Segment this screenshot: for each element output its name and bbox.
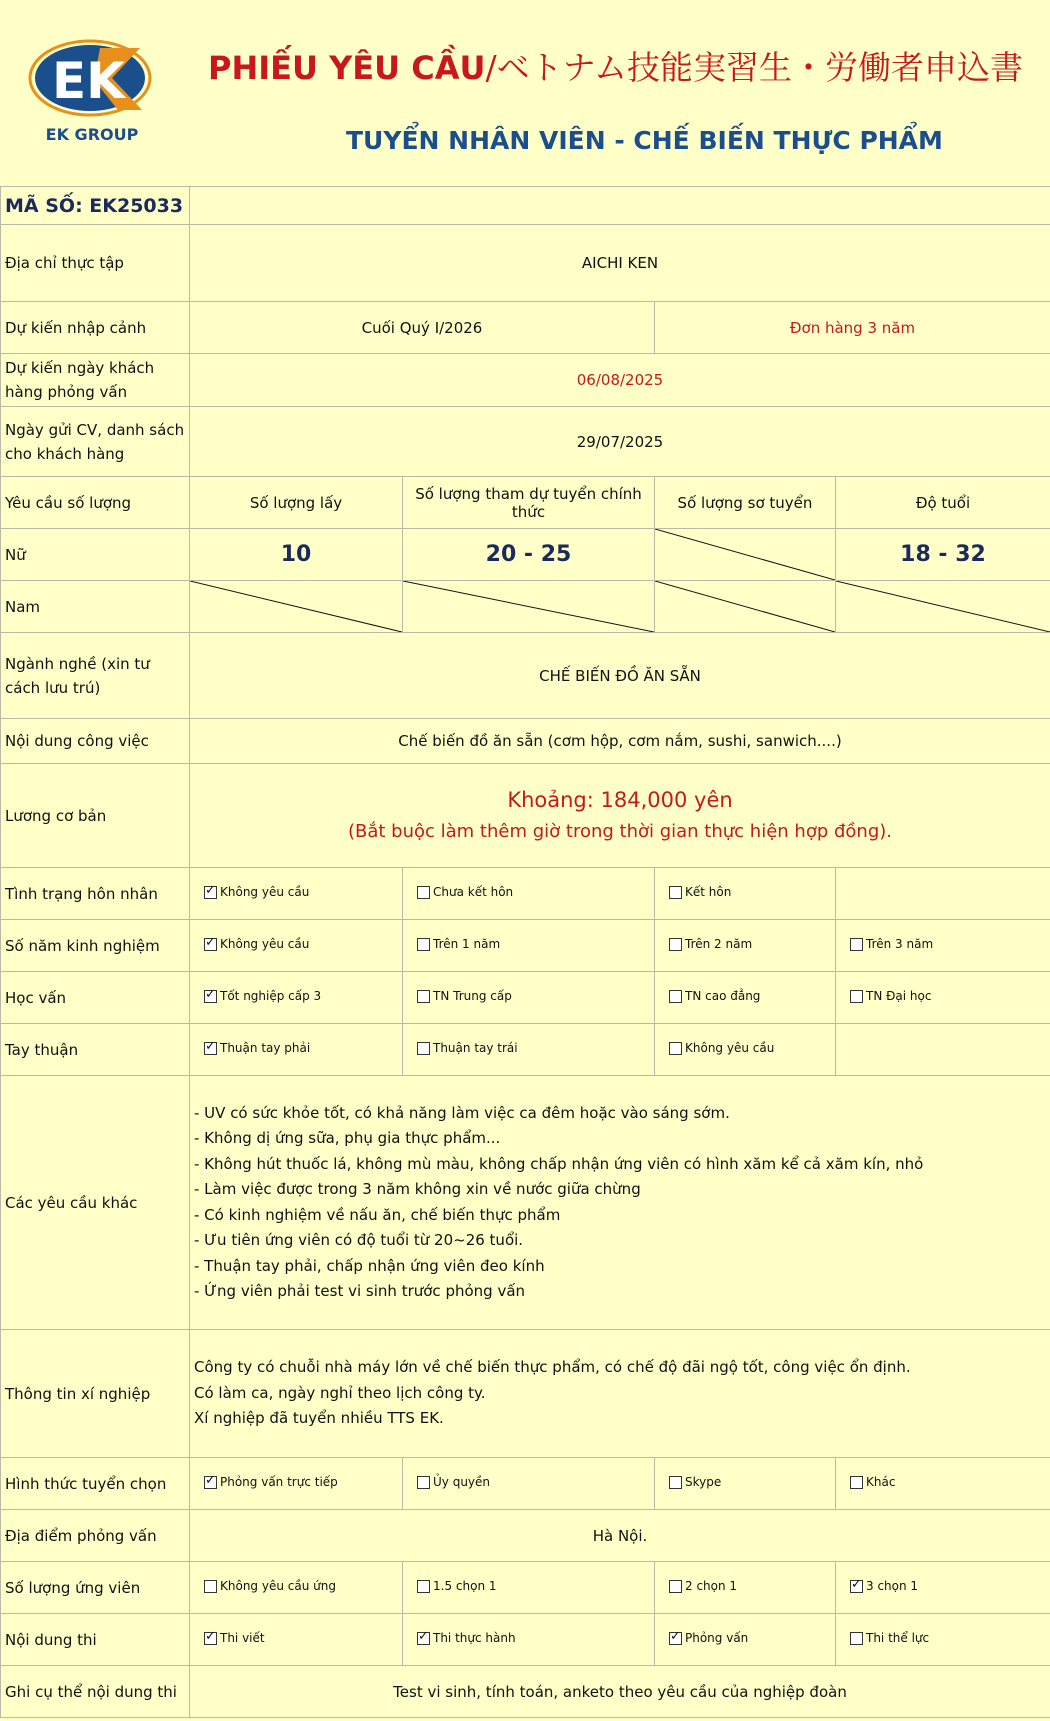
checkbox-icon[interactable] (204, 938, 217, 951)
checkbox-icon[interactable] (669, 1632, 682, 1645)
experience-label: Số năm kinh nghiệm (1, 920, 190, 972)
checkbox-label: 1.5 chọn 1 (433, 1579, 497, 1593)
entry-value: Cuối Quý I/2026 (190, 302, 655, 354)
checkbox-icon[interactable] (204, 886, 217, 899)
exam-note-value: Test vi sinh, tính toán, anketo theo yêu cầu của nghiệp đoàn (190, 1666, 1050, 1718)
checkbox-icon[interactable] (669, 886, 682, 899)
salary-value: Khoảng: 184,000 yên (507, 787, 733, 812)
empty-cell (836, 1024, 1050, 1076)
logo-text: EK GROUP (45, 125, 139, 144)
female-participants: 20 - 25 (403, 529, 655, 581)
hand-label: Tay thuận (1, 1024, 190, 1076)
quantity-header: Số lượng lấy (190, 477, 403, 529)
entry-label: Dự kiến nhập cảnh (1, 302, 190, 354)
education-label: Học vấn (1, 972, 190, 1024)
company-info-cell (190, 1330, 1050, 1458)
exam-label: Nội dung thi (1, 1614, 190, 1666)
marital-row (1, 868, 1050, 920)
checkbox-label: Thi viết (220, 1631, 265, 1645)
checkbox-label: Skype (685, 1475, 722, 1489)
candidates-label: Số lượng ứng viên (1, 1562, 190, 1614)
selection-label: Hình thức tuyển chọn (1, 1458, 190, 1510)
female-quantity: 10 (190, 529, 403, 581)
form-title-bold: PHIẾU YÊU CẦU (208, 49, 486, 87)
checkbox-label: Kết hôn (685, 885, 732, 899)
interview-date-value: 06/08/2025 (190, 354, 1050, 407)
checkbox-icon[interactable] (850, 990, 863, 1003)
checkbox-icon[interactable] (669, 1476, 682, 1489)
checkbox-option[interactable] (417, 989, 512, 1003)
checkbox-icon[interactable] (669, 990, 682, 1003)
checkbox-label: Thuận tay phải (220, 1041, 311, 1055)
list-item: Có làm ca, ngày nghỉ theo lịch công ty. (194, 1383, 486, 1402)
checkbox-option[interactable] (417, 885, 513, 899)
checkbox-option[interactable] (669, 1041, 774, 1055)
checkbox-icon[interactable] (417, 886, 430, 899)
other-requirements-label: Các yêu cầu khác (1, 1076, 190, 1330)
checkbox-option[interactable] (850, 1631, 929, 1645)
checkbox-label: Thuận tay trái (433, 1041, 518, 1055)
checkbox-icon[interactable] (850, 938, 863, 951)
industry-label: Ngành nghề (xin tư cách lưu trú) (1, 633, 190, 719)
checkbox-label: 3 chọn 1 (866, 1579, 919, 1593)
checkbox-option[interactable] (417, 1579, 497, 1593)
request-table (0, 186, 1050, 1718)
logo-letters: EK (52, 52, 125, 110)
checkbox-option[interactable] (850, 1475, 895, 1489)
female-label: Nữ (1, 529, 190, 581)
salary-cell (190, 764, 1050, 868)
checkbox-icon[interactable] (417, 1476, 430, 1489)
checkbox-label: Không yêu cầu ứng (220, 1579, 336, 1593)
checkbox-icon[interactable] (417, 1580, 430, 1593)
checkbox-icon[interactable] (850, 1632, 863, 1645)
selection-row (1, 1458, 1050, 1510)
checkbox-option[interactable] (850, 937, 933, 951)
form-title (208, 42, 1023, 89)
checkbox-label: Không yêu cầu (220, 937, 310, 951)
address-label: Địa chỉ thực tập (1, 225, 190, 302)
interview-date-label: Dự kiến ngày khách hàng phỏng vấn (1, 354, 190, 407)
checkbox-label: Phỏng vấn (685, 1631, 749, 1645)
checkbox-label: Phỏng vấn trực tiếp (220, 1475, 338, 1489)
checkbox-icon[interactable] (669, 1042, 682, 1055)
checkbox-label: Không yêu cầu (685, 1041, 775, 1055)
list-item: - Thuận tay phải, chấp nhận ứng viên đeo kính (194, 1256, 545, 1275)
checkbox-option[interactable] (850, 1579, 918, 1593)
checkbox-option[interactable] (204, 1631, 265, 1645)
checkbox-label: Thi thể lực (866, 1631, 930, 1645)
male-empty (655, 581, 836, 633)
quantity-header: Số lượng tham dự tuyển chính thức (403, 477, 655, 529)
checkbox-option[interactable] (669, 885, 731, 899)
job-value: Chế biến đồ ăn sẵn (cơm hộp, cơm nắm, sushi, sanwich....) (190, 719, 1050, 764)
list-item: - Làm việc được trong 3 năm không xin về nước giữa chừng (194, 1180, 641, 1198)
checkbox-icon[interactable] (204, 990, 217, 1003)
industry-value: CHẾ BIẾN ĐỒ ĂN SẴN (190, 633, 1050, 719)
checkbox-label: TN Đại học (866, 989, 932, 1003)
checkbox-option[interactable] (204, 1041, 310, 1055)
male-label: Nam (1, 581, 190, 633)
checkbox-option[interactable] (417, 1631, 516, 1645)
cv-date-label: Ngày gửi CV, danh sách cho khách hàng (1, 407, 190, 477)
checkbox-label: 2 chọn 1 (685, 1579, 738, 1593)
checkbox-option[interactable] (204, 989, 321, 1003)
list-item: - Có kinh nghiệm về nấu ăn, chế biến thực phẩm (194, 1205, 561, 1224)
checkbox-icon[interactable] (850, 1580, 863, 1593)
checkbox-label: Trên 2 năm (685, 937, 753, 951)
other-requirements-list (194, 1101, 1046, 1305)
checkbox-option[interactable] (417, 937, 500, 951)
checkbox-label: TN cao đẳng (685, 989, 761, 1003)
other-requirements-cell (190, 1076, 1050, 1330)
checkbox-icon[interactable] (204, 1580, 217, 1593)
checkbox-option[interactable] (204, 937, 309, 951)
male-empty (190, 581, 403, 633)
checkbox-label: Không yêu cầu (220, 885, 310, 899)
exam-row (1, 1614, 1050, 1666)
checkbox-icon[interactable] (417, 1042, 430, 1055)
job-label: Nội dung công việc (1, 719, 190, 764)
education-row (1, 972, 1050, 1024)
list-item: Xí nghiệp đã tuyển nhiều TTS EK. (194, 1409, 444, 1428)
checkbox-label: Trên 1 năm (433, 937, 501, 951)
checkbox-label: Tốt nghiệp cấp 3 (220, 989, 322, 1003)
female-preselection-empty (655, 529, 836, 581)
checkbox-option[interactable] (204, 885, 309, 899)
checkbox-label: Trên 3 năm (866, 937, 934, 951)
entry-note: Đơn hàng 3 năm (655, 302, 1050, 354)
male-empty (836, 581, 1050, 633)
address-value: AICHI KEN (190, 225, 1050, 302)
form-subtitle: TUYỂN NHÂN VIÊN - CHẾ BIẾN THỰC PHẨM (346, 126, 943, 155)
checkbox-label: TN Trung cấp (433, 989, 512, 1003)
checkbox-option[interactable] (204, 1579, 336, 1593)
list-item: Công ty có chuỗi nhà máy lớn về chế biến thực phẩm, có chế độ đãi ngộ tốt, công việc ổn định. (194, 1358, 911, 1377)
quantity-header: Độ tuổi (836, 477, 1050, 529)
list-item: - Không hút thuốc lá, không mù màu, không chấp nhận ứng viên có hình xăm kể cả xăm kín, nhỏ (194, 1154, 924, 1173)
exam-note-label: Ghi cụ thể nội dung thi (1, 1666, 190, 1718)
company-info-label: Thông tin xí nghiệp (1, 1330, 190, 1458)
order-code: MÃ SỐ: EK25033 (1, 187, 190, 225)
checkbox-icon[interactable] (417, 938, 430, 951)
checkbox-icon[interactable] (417, 1632, 430, 1645)
checkbox-option[interactable] (850, 989, 931, 1003)
form-header (0, 0, 1050, 186)
checkbox-icon[interactable] (850, 1476, 863, 1489)
checkbox-option[interactable] (669, 989, 760, 1003)
checkbox-option[interactable] (417, 1475, 490, 1489)
candidates-row (1, 1562, 1050, 1614)
female-age-range: 18 - 32 (836, 529, 1050, 581)
order-code-empty (190, 187, 1050, 225)
checkbox-icon[interactable] (669, 1580, 682, 1593)
salary-label: Lương cơ bản (1, 764, 190, 868)
checkbox-option[interactable] (669, 1475, 721, 1489)
company-info-list (194, 1355, 1046, 1432)
marital-label: Tình trạng hôn nhân (1, 868, 190, 920)
checkbox-icon[interactable] (204, 1476, 217, 1489)
list-item: - Ưu tiên ứng viên có độ tuổi từ 20~26 tuổi. (194, 1231, 524, 1249)
checkbox-icon[interactable] (204, 1042, 217, 1055)
male-empty (403, 581, 655, 633)
checkbox-option[interactable] (669, 1631, 748, 1645)
ek-group-logo (22, 36, 162, 148)
cv-date-value: 29/07/2025 (190, 407, 1050, 477)
checkbox-icon[interactable] (204, 1632, 217, 1645)
list-item: - UV có sức khỏe tốt, có khả năng làm việc ca đêm hoặc vào sáng sớm. (194, 1103, 730, 1122)
form-title-japanese: /ベトナム技能実習生・労働者申込書 (485, 48, 1023, 87)
quantity-label: Yêu cầu số lượng (1, 477, 190, 529)
checkbox-label: Ủy quyền (433, 1475, 491, 1489)
checkbox-icon[interactable] (417, 990, 430, 1003)
checkbox-label: Chưa kết hôn (433, 885, 514, 899)
interview-location-value: Hà Nội. (190, 1510, 1050, 1562)
checkbox-label: Khác (866, 1475, 896, 1489)
experience-row (1, 920, 1050, 972)
checkbox-option[interactable] (669, 937, 752, 951)
list-item: - Không dị ứng sữa, phụ gia thực phẩm... (194, 1129, 501, 1147)
checkbox-option[interactable] (417, 1041, 518, 1055)
checkbox-option[interactable] (669, 1579, 737, 1593)
checkbox-label: Thi thực hành (433, 1631, 516, 1645)
quantity-header: Số lượng sơ tuyển (655, 477, 836, 529)
checkbox-option[interactable] (204, 1475, 338, 1489)
interview-location-label: Địa điểm phỏng vấn (1, 1510, 190, 1562)
empty-cell (836, 868, 1050, 920)
salary-note: (Bắt buộc làm thêm giờ trong thời gian thực hiện hợp đồng). (348, 820, 892, 842)
checkbox-icon[interactable] (669, 938, 682, 951)
hand-row (1, 1024, 1050, 1076)
list-item: - Ứng viên phải test vi sinh trước phỏng vấn (194, 1282, 526, 1300)
